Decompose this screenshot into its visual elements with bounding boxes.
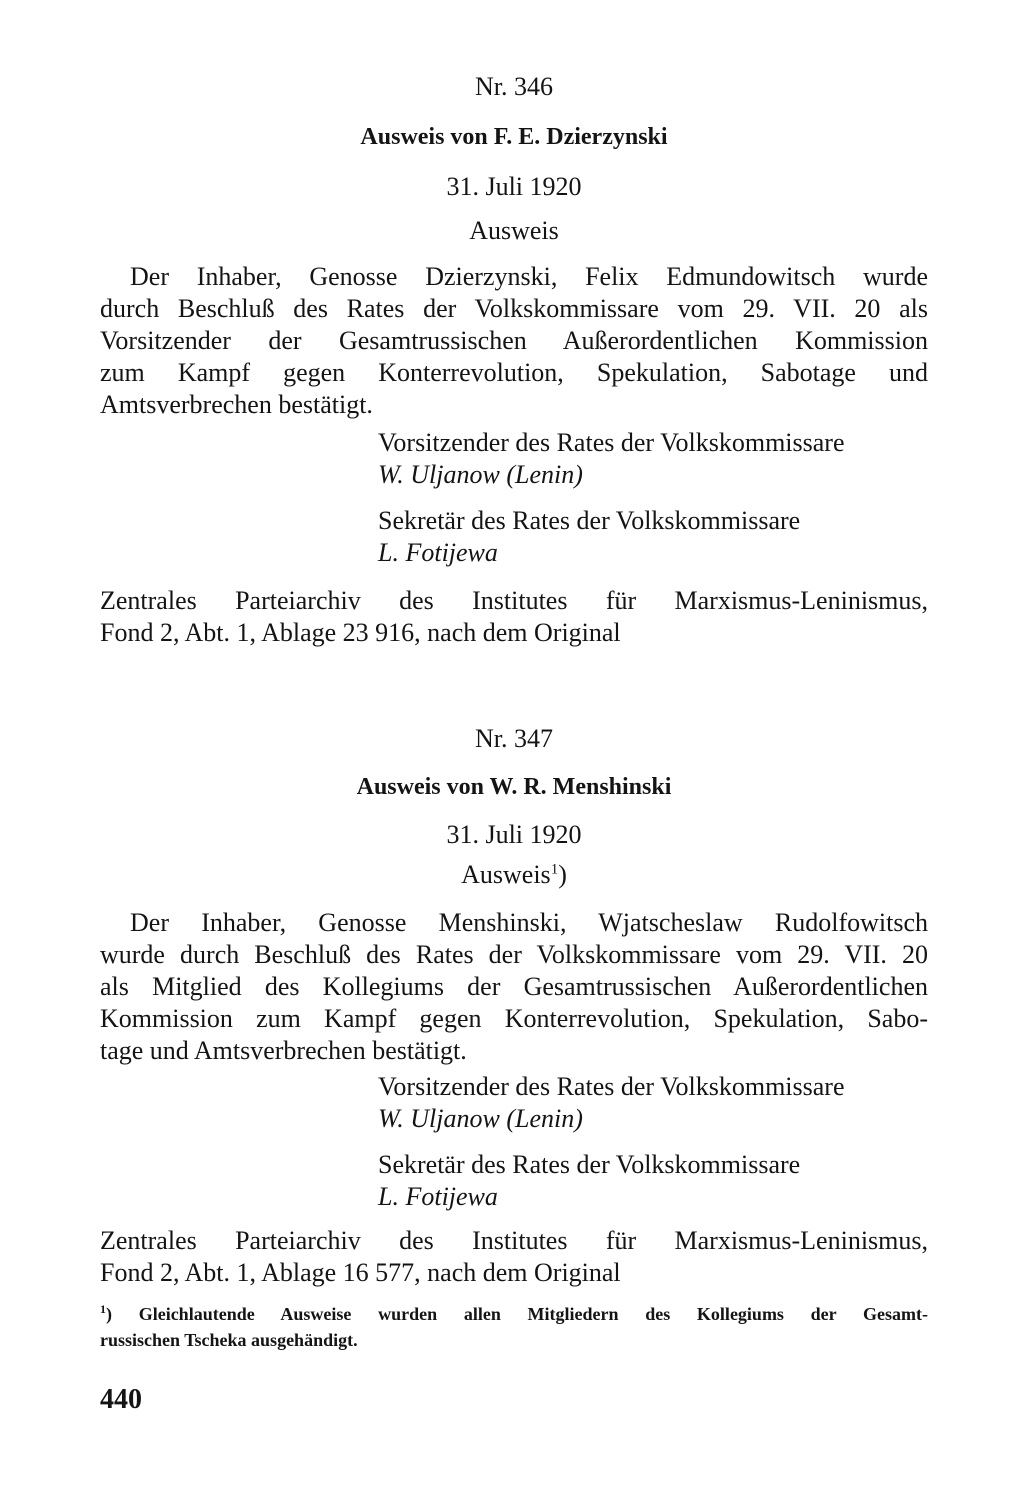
doc2-sig1-name: W. Uljanow (Lenin) bbox=[378, 1104, 583, 1133]
doc2-type bbox=[100, 860, 928, 890]
doc2-number: Nr. 347 bbox=[475, 724, 553, 753]
doc1-sig1-title: Vorsitzender des Rates der Volkskommissare bbox=[378, 428, 845, 457]
doc1-body-line: Amtsverbrechen bestätigt. bbox=[100, 390, 373, 419]
doc1-sig1-name: W. Uljanow (Lenin) bbox=[378, 460, 583, 489]
doc1-sig2-name: L. Fotijewa bbox=[378, 538, 498, 567]
doc1-sig2-title: Sekretär des Rates der Volkskommissare bbox=[378, 506, 801, 535]
doc1-date: 31. Juli 1920 bbox=[446, 172, 582, 201]
doc2-footnote-marker: 1 bbox=[550, 861, 559, 878]
doc1-number: Nr. 346 bbox=[475, 72, 553, 101]
doc1-source-line: Zentrales Parteiarchiv des Institutes für Marxismus-Leninismus, bbox=[100, 586, 928, 615]
doc2-source-line: Fond 2, Abt. 1, Ablage 16 577, nach dem Original bbox=[100, 1258, 621, 1287]
doc2-body-line: wurde durch Beschluß des Rates der Volkskommissare vom 29. VII. 20 bbox=[100, 940, 928, 969]
doc2-title: Ausweis von W. R. Menshinski bbox=[356, 774, 672, 800]
doc2-date: 31. Juli 1920 bbox=[446, 820, 582, 849]
footnote-marker: 1 bbox=[100, 1302, 106, 1316]
page-number: 440 bbox=[100, 1384, 142, 1415]
footnote-text: ) Gleichlautende Ausweise wurden allen Mitgliedern des Kollegiums der Gesamt- bbox=[106, 1304, 928, 1324]
doc1-source-line: Fond 2, Abt. 1, Ablage 23 916, nach dem Original bbox=[100, 618, 621, 647]
footnote-line: russischen Tscheka ausgehändigt. bbox=[100, 1330, 358, 1350]
doc2-source-line: Zentrales Parteiarchiv des Institutes für Marxismus-Leninismus, bbox=[100, 1226, 928, 1255]
doc2-footnote-paren: ) bbox=[558, 860, 567, 889]
doc2-type-label: Ausweis bbox=[461, 860, 551, 889]
doc1-body-line: Vorsitzender der Gesamtrussischen Außerordentlichen Kommission bbox=[100, 326, 928, 355]
doc2-sig1-title: Vorsitzender des Rates der Volkskommissare bbox=[378, 1072, 845, 1101]
doc1-type: Ausweis bbox=[469, 216, 559, 245]
footnote-line bbox=[100, 1302, 928, 1326]
doc2-body-line: als Mitglied des Kollegiums der Gesamtrussischen Außerordentlichen bbox=[100, 972, 928, 1001]
doc1-body-line: durch Beschluß des Rates der Volkskommissare vom 29. VII. 20 als bbox=[100, 294, 928, 323]
doc2-sig2-title: Sekretär des Rates der Volkskommissare bbox=[378, 1150, 801, 1179]
doc2-body-line: Der Inhaber, Genosse Menshinski, Wjatscheslaw Rudolfowitsch bbox=[130, 908, 928, 937]
doc1-title: Ausweis von F. E. Dzierzynski bbox=[360, 124, 668, 150]
doc2-sig2-name: L. Fotijewa bbox=[378, 1182, 498, 1211]
doc1-body-line: zum Kampf gegen Konterrevolution, Spekulation, Sabotage und bbox=[100, 358, 928, 387]
doc2-body-line: Kommission zum Kampf gegen Konterrevolution, Spekulation, Sabo- bbox=[100, 1004, 928, 1033]
doc2-body-line: tage und Amtsverbrechen bestätigt. bbox=[100, 1036, 467, 1065]
doc1-body-line: Der Inhaber, Genosse Dzierzynski, Felix Edmundowitsch wurde bbox=[130, 262, 928, 291]
